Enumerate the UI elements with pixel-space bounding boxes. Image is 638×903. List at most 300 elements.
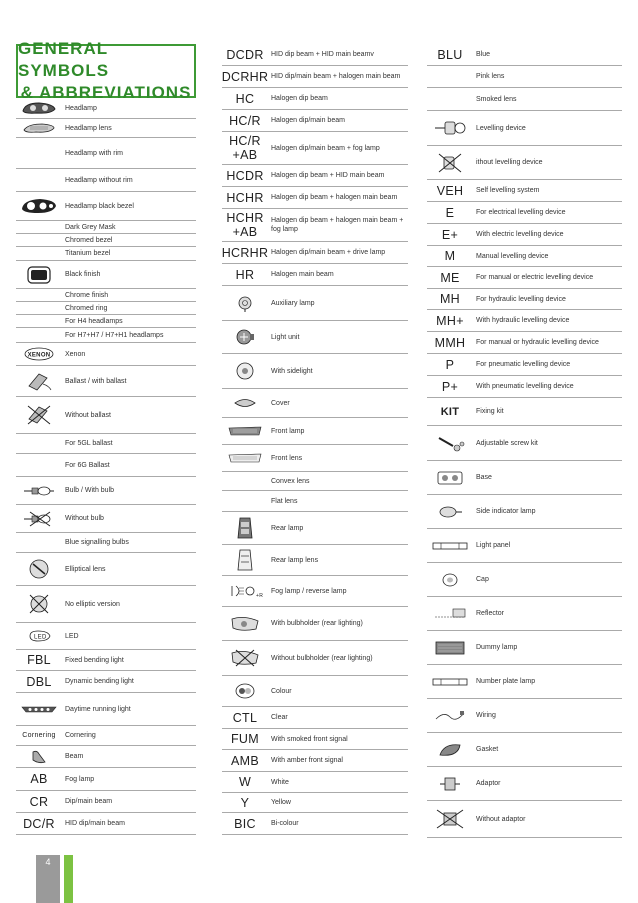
symbol-row bbox=[222, 793, 408, 813]
symbol-description: Reflector bbox=[476, 610, 505, 617]
symbol-description: Cap bbox=[476, 576, 489, 583]
symbol-description: Without ballast bbox=[65, 411, 111, 419]
wiring-icon bbox=[427, 709, 473, 723]
cap-icon bbox=[427, 571, 473, 589]
symbol-row bbox=[16, 477, 196, 505]
symbol-row bbox=[427, 801, 622, 838]
symbol-description: Fog lamp bbox=[65, 775, 95, 783]
symbol-row bbox=[427, 44, 622, 66]
symbol-description: Bulb / With bulb bbox=[65, 487, 115, 494]
symbol-code bbox=[16, 817, 62, 831]
symbol-code-text: E+ bbox=[441, 227, 459, 242]
symbol-row bbox=[427, 563, 622, 597]
symbol-row bbox=[222, 389, 408, 418]
symbol-row bbox=[427, 332, 622, 354]
symbol-row bbox=[16, 768, 196, 791]
symbol-description: HID dip/main beam bbox=[65, 820, 125, 827]
black-bezel-headlamp-icon bbox=[16, 197, 62, 215]
symbol-description: Halogen dip beam + HID main beam bbox=[271, 172, 385, 179]
symbol-row bbox=[222, 187, 408, 209]
symbol-row bbox=[16, 505, 196, 533]
symbol-code-text: MH bbox=[439, 292, 461, 306]
symbol-row bbox=[222, 132, 408, 165]
symbol-code-text: W bbox=[238, 775, 252, 789]
title-line-2: & ABBREVIATIONS bbox=[20, 83, 192, 102]
symbol-code bbox=[222, 246, 268, 260]
symbol-description: With hydraulic levelling device bbox=[476, 317, 570, 324]
symbol-code bbox=[222, 754, 268, 768]
symbol-code bbox=[222, 211, 268, 239]
symbol-row bbox=[16, 302, 196, 315]
symbol-row bbox=[427, 376, 622, 398]
symbol-code bbox=[16, 795, 62, 809]
symbol-description: Gasket bbox=[476, 746, 499, 753]
symbol-description: Headlamp bbox=[65, 104, 97, 112]
symbol-code bbox=[16, 772, 62, 786]
symbol-code-text: FBL bbox=[27, 653, 51, 667]
symbol-code-text: VEH bbox=[436, 183, 464, 198]
page-title bbox=[16, 39, 196, 102]
symbol-description: Wiring bbox=[476, 712, 496, 719]
symbol-code bbox=[222, 817, 268, 831]
sidelight-icon bbox=[222, 360, 268, 382]
symbol-row bbox=[222, 472, 408, 491]
symbol-row bbox=[222, 491, 408, 512]
symbol-row bbox=[427, 631, 622, 665]
column-left bbox=[16, 39, 196, 835]
symbol-description: Headlamp lens bbox=[65, 124, 112, 132]
symbol-description: Fixing kit bbox=[476, 408, 504, 415]
light-unit-icon bbox=[222, 328, 268, 346]
symbol-description: Number plate lamp bbox=[476, 678, 536, 685]
symbol-code bbox=[222, 92, 268, 106]
symbol-code bbox=[222, 268, 268, 282]
symbol-code bbox=[427, 380, 473, 394]
symbol-row bbox=[16, 397, 196, 434]
symbol-row bbox=[16, 289, 196, 302]
symbol-description: Halogen dip beam bbox=[271, 95, 328, 102]
symbol-row bbox=[427, 202, 622, 224]
symbol-row bbox=[427, 354, 622, 376]
symbol-row bbox=[427, 267, 622, 289]
cover-icon bbox=[222, 395, 268, 411]
base-icon bbox=[427, 469, 473, 487]
symbol-description: Pink lens bbox=[476, 73, 505, 80]
symbol-description: White bbox=[271, 778, 289, 786]
symbol-code bbox=[222, 711, 268, 725]
symbol-description: Bi-colour bbox=[271, 820, 299, 827]
symbol-description: Without bulb bbox=[65, 515, 104, 522]
without-bulbholder-icon bbox=[222, 648, 268, 668]
symbol-code bbox=[427, 249, 473, 263]
symbol-row bbox=[16, 553, 196, 586]
symbol-description: Chrome finish bbox=[65, 291, 109, 299]
symbol-description: For H4 headlamps bbox=[65, 317, 123, 325]
symbol-row bbox=[427, 88, 622, 111]
symbol-description: Blue bbox=[476, 51, 491, 58]
fog-reverse-icon bbox=[222, 583, 268, 599]
symbol-description: With smoked front signal bbox=[271, 735, 348, 743]
symbol-row bbox=[222, 729, 408, 750]
symbol-code bbox=[222, 48, 268, 62]
symbol-description: For 6G Ballast bbox=[65, 461, 110, 469]
symbols-list-middle bbox=[222, 44, 408, 835]
symbol-description: For pneumatic levelling device bbox=[476, 361, 571, 368]
symbol-description: For electrical levelling device bbox=[476, 209, 566, 216]
symbol-code-text: BLU bbox=[437, 47, 463, 62]
symbol-description: Base bbox=[476, 474, 492, 481]
headlamp-icon bbox=[16, 101, 62, 115]
symbol-code-text: MH+ bbox=[436, 313, 464, 328]
symbol-description: Black finish bbox=[65, 271, 101, 278]
symbol-description: Dynamic bending light bbox=[65, 678, 134, 685]
symbol-code-text: Y bbox=[240, 795, 250, 810]
symbol-row bbox=[222, 286, 408, 321]
symbol-description: Smoked lens bbox=[476, 95, 517, 103]
symbol-row bbox=[427, 495, 622, 529]
symbol-row bbox=[427, 597, 622, 631]
symbol-description: For H7+H7 / H7+H1 headlamps bbox=[65, 331, 164, 339]
symbol-row bbox=[16, 221, 196, 234]
light-panel-icon bbox=[427, 541, 473, 551]
symbol-description: Fixed bending light bbox=[65, 656, 124, 664]
symbol-description: Front lens bbox=[271, 454, 303, 462]
bulbholder-icon bbox=[222, 615, 268, 633]
symbol-description: Chromed bezel bbox=[65, 236, 113, 244]
elliptical-lens-icon bbox=[16, 558, 62, 580]
symbol-row bbox=[16, 328, 196, 343]
symbol-row bbox=[16, 693, 196, 726]
auxiliary-lamp-icon bbox=[222, 293, 268, 313]
number-plate-icon bbox=[427, 676, 473, 688]
symbol-code-text: BIC bbox=[234, 816, 256, 831]
symbol-row bbox=[16, 746, 196, 768]
symbol-description: Elliptical lens bbox=[65, 565, 106, 573]
title-line-1: GENERAL SYMBOLS bbox=[18, 39, 110, 80]
symbol-code-text: HR bbox=[235, 267, 255, 282]
without-bulb-icon bbox=[16, 510, 62, 528]
svg-text:LED: LED bbox=[34, 634, 47, 641]
symbol-description: For hydraulic levelling device bbox=[476, 295, 566, 303]
symbol-row bbox=[427, 146, 622, 180]
symbol-description: Side indicator lamp bbox=[476, 508, 536, 515]
symbol-row bbox=[222, 165, 408, 187]
symbol-row bbox=[427, 246, 622, 267]
symbol-code bbox=[16, 729, 62, 743]
symbol-row bbox=[222, 88, 408, 110]
symbol-row bbox=[427, 310, 622, 332]
symbol-description: Rear lamp bbox=[271, 524, 304, 532]
symbol-description: Light panel bbox=[476, 542, 511, 549]
symbol-code bbox=[222, 134, 268, 162]
symbol-description: LED bbox=[65, 632, 79, 640]
symbol-description: Yellow bbox=[271, 799, 291, 806]
symbol-row bbox=[427, 461, 622, 495]
page-number: 4 bbox=[36, 855, 60, 903]
symbol-code-text: CTL bbox=[232, 710, 258, 725]
symbol-code bbox=[222, 191, 268, 205]
symbol-code-text: KIT bbox=[440, 405, 460, 418]
symbol-description: Halogen dip beam + halogen main beam + fog lamp bbox=[271, 217, 404, 233]
symbol-description: For manual or electric levelling device bbox=[476, 274, 594, 281]
reflector-icon bbox=[427, 607, 473, 621]
symbol-row bbox=[16, 169, 196, 192]
symbol-row bbox=[427, 767, 622, 801]
symbol-description: Levelling device bbox=[476, 124, 526, 132]
symbol-row bbox=[427, 66, 622, 88]
symbol-row bbox=[222, 641, 408, 676]
symbol-row bbox=[222, 707, 408, 729]
symbol-row bbox=[16, 366, 196, 397]
symbol-row bbox=[16, 247, 196, 261]
symbol-description: Ballast / with ballast bbox=[65, 377, 127, 385]
front-lens-icon bbox=[222, 452, 268, 464]
symbol-description: Self levelling system bbox=[476, 187, 540, 194]
symbol-description: Beam bbox=[65, 753, 84, 760]
symbol-description: HID dip beam + HID main beamv bbox=[271, 51, 374, 58]
symbol-row bbox=[222, 44, 408, 66]
symbol-description: With bulbholder (rear lighting) bbox=[271, 620, 363, 627]
symbol-description: Dummy lamp bbox=[476, 644, 518, 651]
symbol-row bbox=[16, 671, 196, 693]
symbol-code-text: HCHR +AB bbox=[226, 211, 264, 239]
symbol-description: With sidelight bbox=[271, 367, 313, 375]
symbol-description: Colour bbox=[271, 687, 292, 695]
symbol-row bbox=[222, 418, 408, 445]
symbol-row bbox=[427, 398, 622, 426]
symbol-code bbox=[427, 228, 473, 242]
symbol-code bbox=[427, 292, 473, 306]
symbol-row bbox=[16, 261, 196, 289]
beam-icon bbox=[16, 748, 62, 766]
symbol-code-text: MMH bbox=[434, 335, 466, 350]
symbol-description: Headlamp without rim bbox=[65, 176, 133, 184]
symbol-description: Titanium bezel bbox=[65, 250, 111, 257]
symbol-row bbox=[222, 576, 408, 607]
symbol-row bbox=[222, 813, 408, 835]
symbol-description: Chromed ring bbox=[65, 304, 108, 312]
dummy-lamp-icon bbox=[427, 640, 473, 656]
symbol-row bbox=[16, 192, 196, 221]
symbol-code-text: AB bbox=[30, 772, 48, 786]
symbol-description: Daytime running light bbox=[65, 705, 131, 713]
symbol-code-text: HC/R bbox=[229, 113, 261, 128]
symbol-code bbox=[222, 70, 268, 84]
symbol-row bbox=[222, 110, 408, 132]
without-levelling-icon bbox=[427, 152, 473, 174]
gasket-icon bbox=[427, 741, 473, 759]
symbol-description: Halogen dip/main beam + fog lamp bbox=[271, 144, 380, 152]
symbol-code bbox=[427, 184, 473, 198]
symbol-row bbox=[16, 315, 196, 328]
symbol-description: Headlamp with rim bbox=[65, 149, 123, 157]
without-ballast-icon bbox=[16, 403, 62, 427]
symbol-code bbox=[427, 48, 473, 62]
symbol-row bbox=[427, 289, 622, 310]
symbol-row bbox=[16, 343, 196, 366]
symbol-code-text: HC/R +AB bbox=[229, 134, 261, 162]
led-icon bbox=[16, 629, 62, 643]
column-middle bbox=[222, 44, 408, 835]
screw-kit-icon bbox=[427, 434, 473, 452]
symbol-description: No elliptic version bbox=[65, 600, 120, 608]
symbol-code-text: Cornering bbox=[22, 731, 56, 739]
symbol-row bbox=[427, 529, 622, 563]
symbol-code-text: DCRHR bbox=[221, 69, 269, 84]
adaptor-icon bbox=[427, 774, 473, 794]
symbol-row bbox=[427, 224, 622, 246]
symbol-code-text: FUM bbox=[231, 732, 259, 746]
symbol-description: Clear bbox=[271, 714, 288, 721]
symbol-row bbox=[16, 533, 196, 553]
no-elliptic-icon bbox=[16, 592, 62, 616]
symbol-code-text: P bbox=[445, 357, 455, 372]
without-adaptor-icon bbox=[427, 807, 473, 831]
symbol-description: Rear lamp lens bbox=[271, 556, 319, 564]
symbol-row bbox=[16, 650, 196, 671]
symbol-row bbox=[427, 665, 622, 699]
symbol-description: Dip/main beam bbox=[65, 798, 113, 805]
symbol-code-text: P+ bbox=[441, 379, 459, 394]
symbol-code-text: M bbox=[444, 249, 456, 263]
symbol-code-text: HCDR bbox=[226, 168, 264, 183]
symbol-code bbox=[222, 114, 268, 128]
symbol-description: With pneumatic levelling device bbox=[476, 383, 574, 390]
symbol-description: Front lamp bbox=[271, 427, 305, 435]
symbol-code-text: DC/R bbox=[23, 816, 55, 831]
xenon-icon bbox=[16, 347, 62, 361]
symbol-description: Convex lens bbox=[271, 477, 310, 485]
symbol-code-text: DCDR bbox=[226, 47, 264, 62]
svg-text:+R: +R bbox=[256, 593, 264, 599]
symbol-description: Halogen dip beam + halogen main beam bbox=[271, 194, 398, 201]
black-finish-icon bbox=[16, 265, 62, 285]
symbol-description: Halogen dip/main beam bbox=[271, 117, 345, 124]
symbol-row bbox=[16, 726, 196, 746]
symbol-code-text: CR bbox=[29, 794, 49, 809]
symbol-row bbox=[427, 733, 622, 767]
symbol-description: Headlamp black bezel bbox=[65, 202, 134, 210]
headlamp-lens-icon bbox=[16, 122, 62, 134]
symbol-description: Dark Grey Mask bbox=[65, 223, 116, 231]
symbol-description: Cover bbox=[271, 399, 290, 407]
symbol-description: Light unit bbox=[271, 333, 300, 341]
symbol-row bbox=[222, 321, 408, 354]
symbol-code bbox=[222, 732, 268, 746]
symbol-description: Fog lamp / reverse lamp bbox=[271, 587, 347, 595]
symbol-row bbox=[222, 772, 408, 793]
symbol-row bbox=[222, 512, 408, 545]
symbol-description: HID dip/main beam + halogen main beam bbox=[271, 73, 401, 80]
symbol-code bbox=[16, 653, 62, 667]
rear-lamp-lens-icon bbox=[222, 548, 268, 572]
symbol-row bbox=[222, 545, 408, 576]
symbol-code bbox=[427, 314, 473, 328]
svg-text:XENON: XENON bbox=[27, 352, 51, 359]
symbol-code bbox=[427, 405, 473, 419]
symbol-description: With electric levelling device bbox=[476, 231, 564, 238]
symbol-description: Manual levelling device bbox=[476, 252, 549, 260]
symbol-description: Xenon bbox=[65, 350, 86, 358]
colour-icon bbox=[222, 682, 268, 700]
symbol-code-text: DBL bbox=[26, 674, 52, 689]
symbols-list-left bbox=[16, 98, 196, 835]
symbol-row bbox=[16, 791, 196, 813]
rear-lamp-icon bbox=[222, 516, 268, 540]
symbol-code-text: HCRHR bbox=[221, 245, 269, 260]
symbol-code-text: ME bbox=[440, 270, 460, 285]
symbol-code-text: E bbox=[445, 205, 455, 220]
symbol-row bbox=[427, 180, 622, 202]
symbol-row bbox=[222, 66, 408, 88]
symbol-code bbox=[427, 271, 473, 285]
symbol-description: Adjustable screw kit bbox=[476, 439, 538, 447]
symbol-row bbox=[222, 607, 408, 641]
symbol-code-text: HCHR bbox=[226, 190, 264, 205]
symbol-row bbox=[16, 623, 196, 650]
ballast-icon bbox=[16, 370, 62, 392]
column-right bbox=[427, 44, 622, 838]
symbol-code bbox=[222, 169, 268, 183]
symbol-row bbox=[16, 586, 196, 623]
symbol-code-text: AMB bbox=[231, 753, 259, 768]
symbol-description: ithout levelling device bbox=[476, 159, 543, 166]
symbol-row bbox=[16, 813, 196, 835]
symbol-description: For manual or hydraulic levelling device bbox=[476, 339, 599, 346]
symbol-row bbox=[16, 138, 196, 169]
drl-icon bbox=[16, 704, 62, 714]
symbol-row bbox=[222, 264, 408, 286]
symbol-row bbox=[222, 445, 408, 472]
symbol-description: For 5GL ballast bbox=[65, 440, 113, 447]
symbol-row bbox=[222, 209, 408, 242]
symbol-row bbox=[427, 426, 622, 461]
symbol-code bbox=[427, 336, 473, 350]
symbol-row bbox=[16, 454, 196, 477]
symbol-code bbox=[427, 206, 473, 220]
symbol-row bbox=[222, 750, 408, 772]
symbol-row bbox=[16, 434, 196, 454]
footer-accent-bar bbox=[64, 855, 73, 903]
symbol-row bbox=[16, 234, 196, 247]
symbol-description: Without adaptor bbox=[476, 815, 526, 823]
bulb-icon bbox=[16, 484, 62, 498]
symbol-row bbox=[222, 242, 408, 264]
symbol-code bbox=[427, 358, 473, 372]
symbol-description: Cornering bbox=[65, 732, 96, 739]
symbol-row bbox=[222, 676, 408, 707]
symbol-description: Flat lens bbox=[271, 497, 298, 505]
symbol-code bbox=[16, 675, 62, 689]
symbol-code bbox=[222, 775, 268, 789]
symbol-description: Adaptor bbox=[476, 780, 501, 787]
symbol-row bbox=[427, 699, 622, 733]
symbols-list-right bbox=[427, 44, 622, 838]
front-lamp-icon bbox=[222, 425, 268, 437]
symbol-row bbox=[16, 119, 196, 138]
symbol-description: Halogen main beam bbox=[271, 271, 334, 278]
symbol-description: Without bulbholder (rear lighting) bbox=[271, 654, 373, 662]
symbol-row bbox=[427, 111, 622, 146]
levelling-device-icon bbox=[427, 118, 473, 138]
symbol-description: Halogen dip/main beam + drive lamp bbox=[271, 249, 386, 256]
symbol-description: Auxiliary lamp bbox=[271, 299, 315, 307]
symbol-description: Blue signalling bulbs bbox=[65, 539, 129, 546]
symbol-code bbox=[222, 796, 268, 810]
symbol-row bbox=[222, 354, 408, 389]
symbol-code-text: HC bbox=[235, 91, 255, 106]
symbol-description: With amber front signal bbox=[271, 757, 343, 764]
